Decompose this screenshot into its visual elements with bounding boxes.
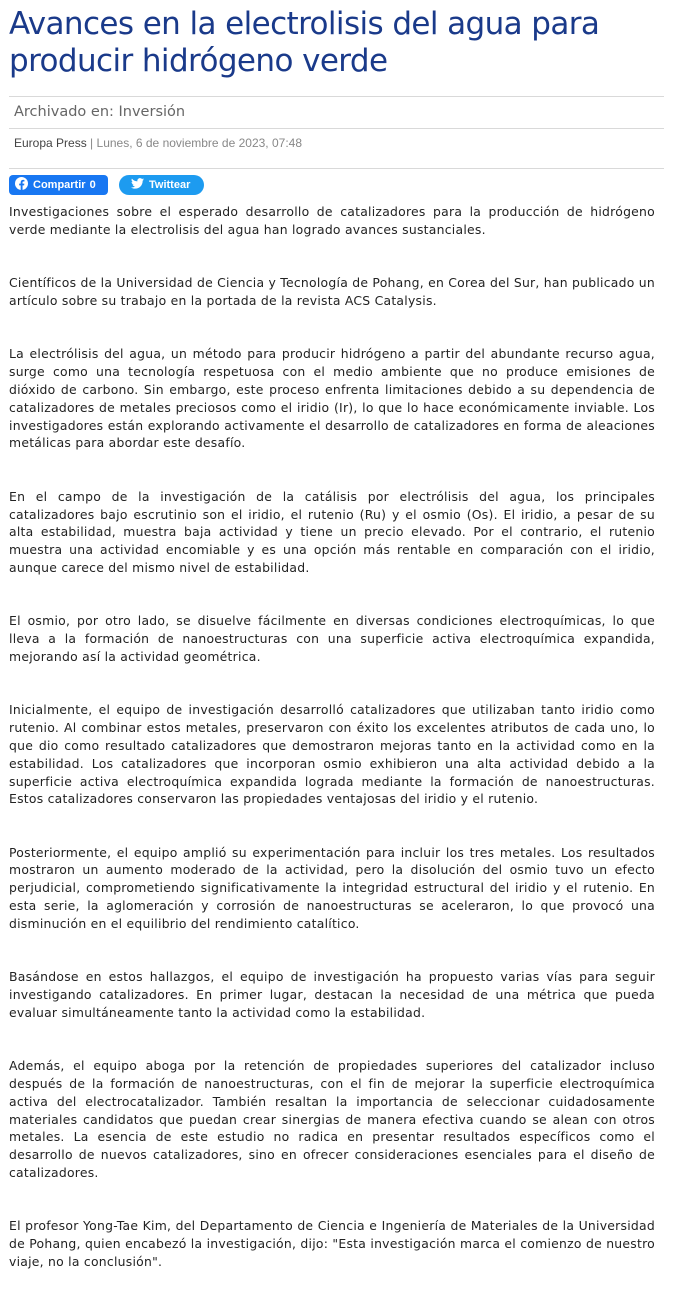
twitter-bird-icon (131, 178, 144, 192)
twitter-share-label: Twittear (149, 179, 191, 191)
article-paragraph: Investigaciones sobre el esperado desarrollo de catalizadores para la producción de hidrógeno verde mediante la electrolisis del agua han logrado avances sustanciales. (9, 204, 655, 237)
publish-date: Lunes, 6 de noviembre de 2023, 07:48 (96, 136, 303, 150)
divider (9, 96, 664, 97)
article-paragraph: Además, el equipo aboga por la retención de propiedades superiores del catalizador incluso después de la formación de nanoestructuras, con el fin de mejorar la superficie electroquímica activa del electrocatalizador. También resaltan la importancia de seleccionar cuidadosamente materiales candidatos que puedan crear sinergias de manera efectiva cuando se alean con otros metales. La esencia de este estudio no radica en presentar resultados específicos como el desarrollo de nuevos catalizadores, sino en ofrecer consideraciones esenciales para el diseño de catalizadores. (9, 1058, 655, 1181)
source-name: Europa Press (14, 136, 87, 150)
section-label: Archivado en: Inversión (14, 104, 186, 120)
facebook-share-label: Compartir (33, 179, 86, 191)
article-title: Avances en la electrolisis del agua para producir hidrógeno verde (9, 6, 600, 79)
article-paragraph: Posteriormente, el equipo amplió su experimentación para incluir los tres metales. Los resultados mostraron un aumento moderado de la actividad, pero la disolución del osmio tuvo un efecto perjudicial, comprometiendo significativamente la integridad estructural del iridio y el rutenio. En esta serie, la aglomeración y corrosión de nanoestructuras se aceleraron, lo que provocó una disminución en el equilibrio del rendimiento catalítico. (9, 844, 655, 931)
byline-separator: | (90, 136, 94, 150)
article-paragraph: El profesor Yong-Tae Kim, del Departamento de Ciencia e Ingeniería de Materiales de la Universidad de Pohang, quien encabezó la investigación, dijo: "Esta investigación marca el comienzo de nuestro viaje, no la conclusión". (9, 1218, 655, 1270)
divider (9, 128, 664, 129)
article-body (9, 203, 655, 1306)
article-paragraph: Inicialmente, el equipo de investigación desarrolló catalizadores que utilizaban tanto iridio como rutenio. Al combinar estos metales, preservaron con éxito los excelentes atributos de cada uno, lo que dio como resultado catalizadores que demostraron mejoras tanto en la actividad como en la estabilidad. Los catalizadores que incorporan osmio exhibieron una alta actividad debido a la superficie activa electroquímica expandida lograda mediante la formación de nanoestructuras. Estos catalizadores conservaron las propiedades ventajosas del iridio y el rutenio. (9, 702, 655, 807)
byline (14, 136, 302, 150)
facebook-share-count: 0 (89, 179, 96, 191)
article-paragraph: Científicos de la Universidad de Ciencia y Tecnología de Pohang, en Corea del Sur, han publicado un artículo sobre su trabajo en la portada de la revista ACS Catalysis. (9, 275, 655, 308)
article-paragraph: El osmio, por otro lado, se disuelve fácilmente en diversas condiciones electroquímicas, lo que lleva a la formación de nanoestructuras con una superficie activa electroquímica expandida, mejorando así la actividad geométrica. (9, 613, 655, 664)
facebook-icon (15, 177, 28, 193)
facebook-share-button[interactable] (9, 175, 108, 195)
article-paragraph: La electrólisis del agua, un método para producir hidrógeno a partir del abundante recurso agua, surge como una tecnología respetuosa con el medio ambiente que no produce emisiones de dióxido de carbono. Sin embargo, este proceso enfrenta limitaciones debido a su dependencia de catalizadores de metales preciosos como el iridio (Ir), lo que lo hace económicamente inviable. Los investigadores están explorando activamente el desarrollo de catalizadores en forma de aleaciones metálicas para abordar este desafío. (9, 346, 655, 451)
twitter-share-button[interactable] (119, 175, 204, 195)
divider (9, 168, 664, 169)
article-paragraph: Basándose en estos hallazgos, el equipo de investigación ha propuesto varias vías para seguir investigando catalizadores. En primer lugar, destacan la necesidad de una métrica que pueda evaluar simultáneamente tanto la actividad como la estabilidad. (9, 969, 655, 1020)
article-paragraph: En el campo de la investigación de la catálisis por electrólisis del agua, los principales catalizadores bajo escrutinio son el iridio, el rutenio (Ru) y el osmio (Os). El iridio, a pesar de su alta estabilidad, muestra baja actividad y tiene un precio elevado. Por el contrario, el rutenio muestra una actividad encomiable y es una opción más rentable en comparación con el iridio, aunque carece del mismo nivel de estabilidad. (9, 488, 655, 575)
